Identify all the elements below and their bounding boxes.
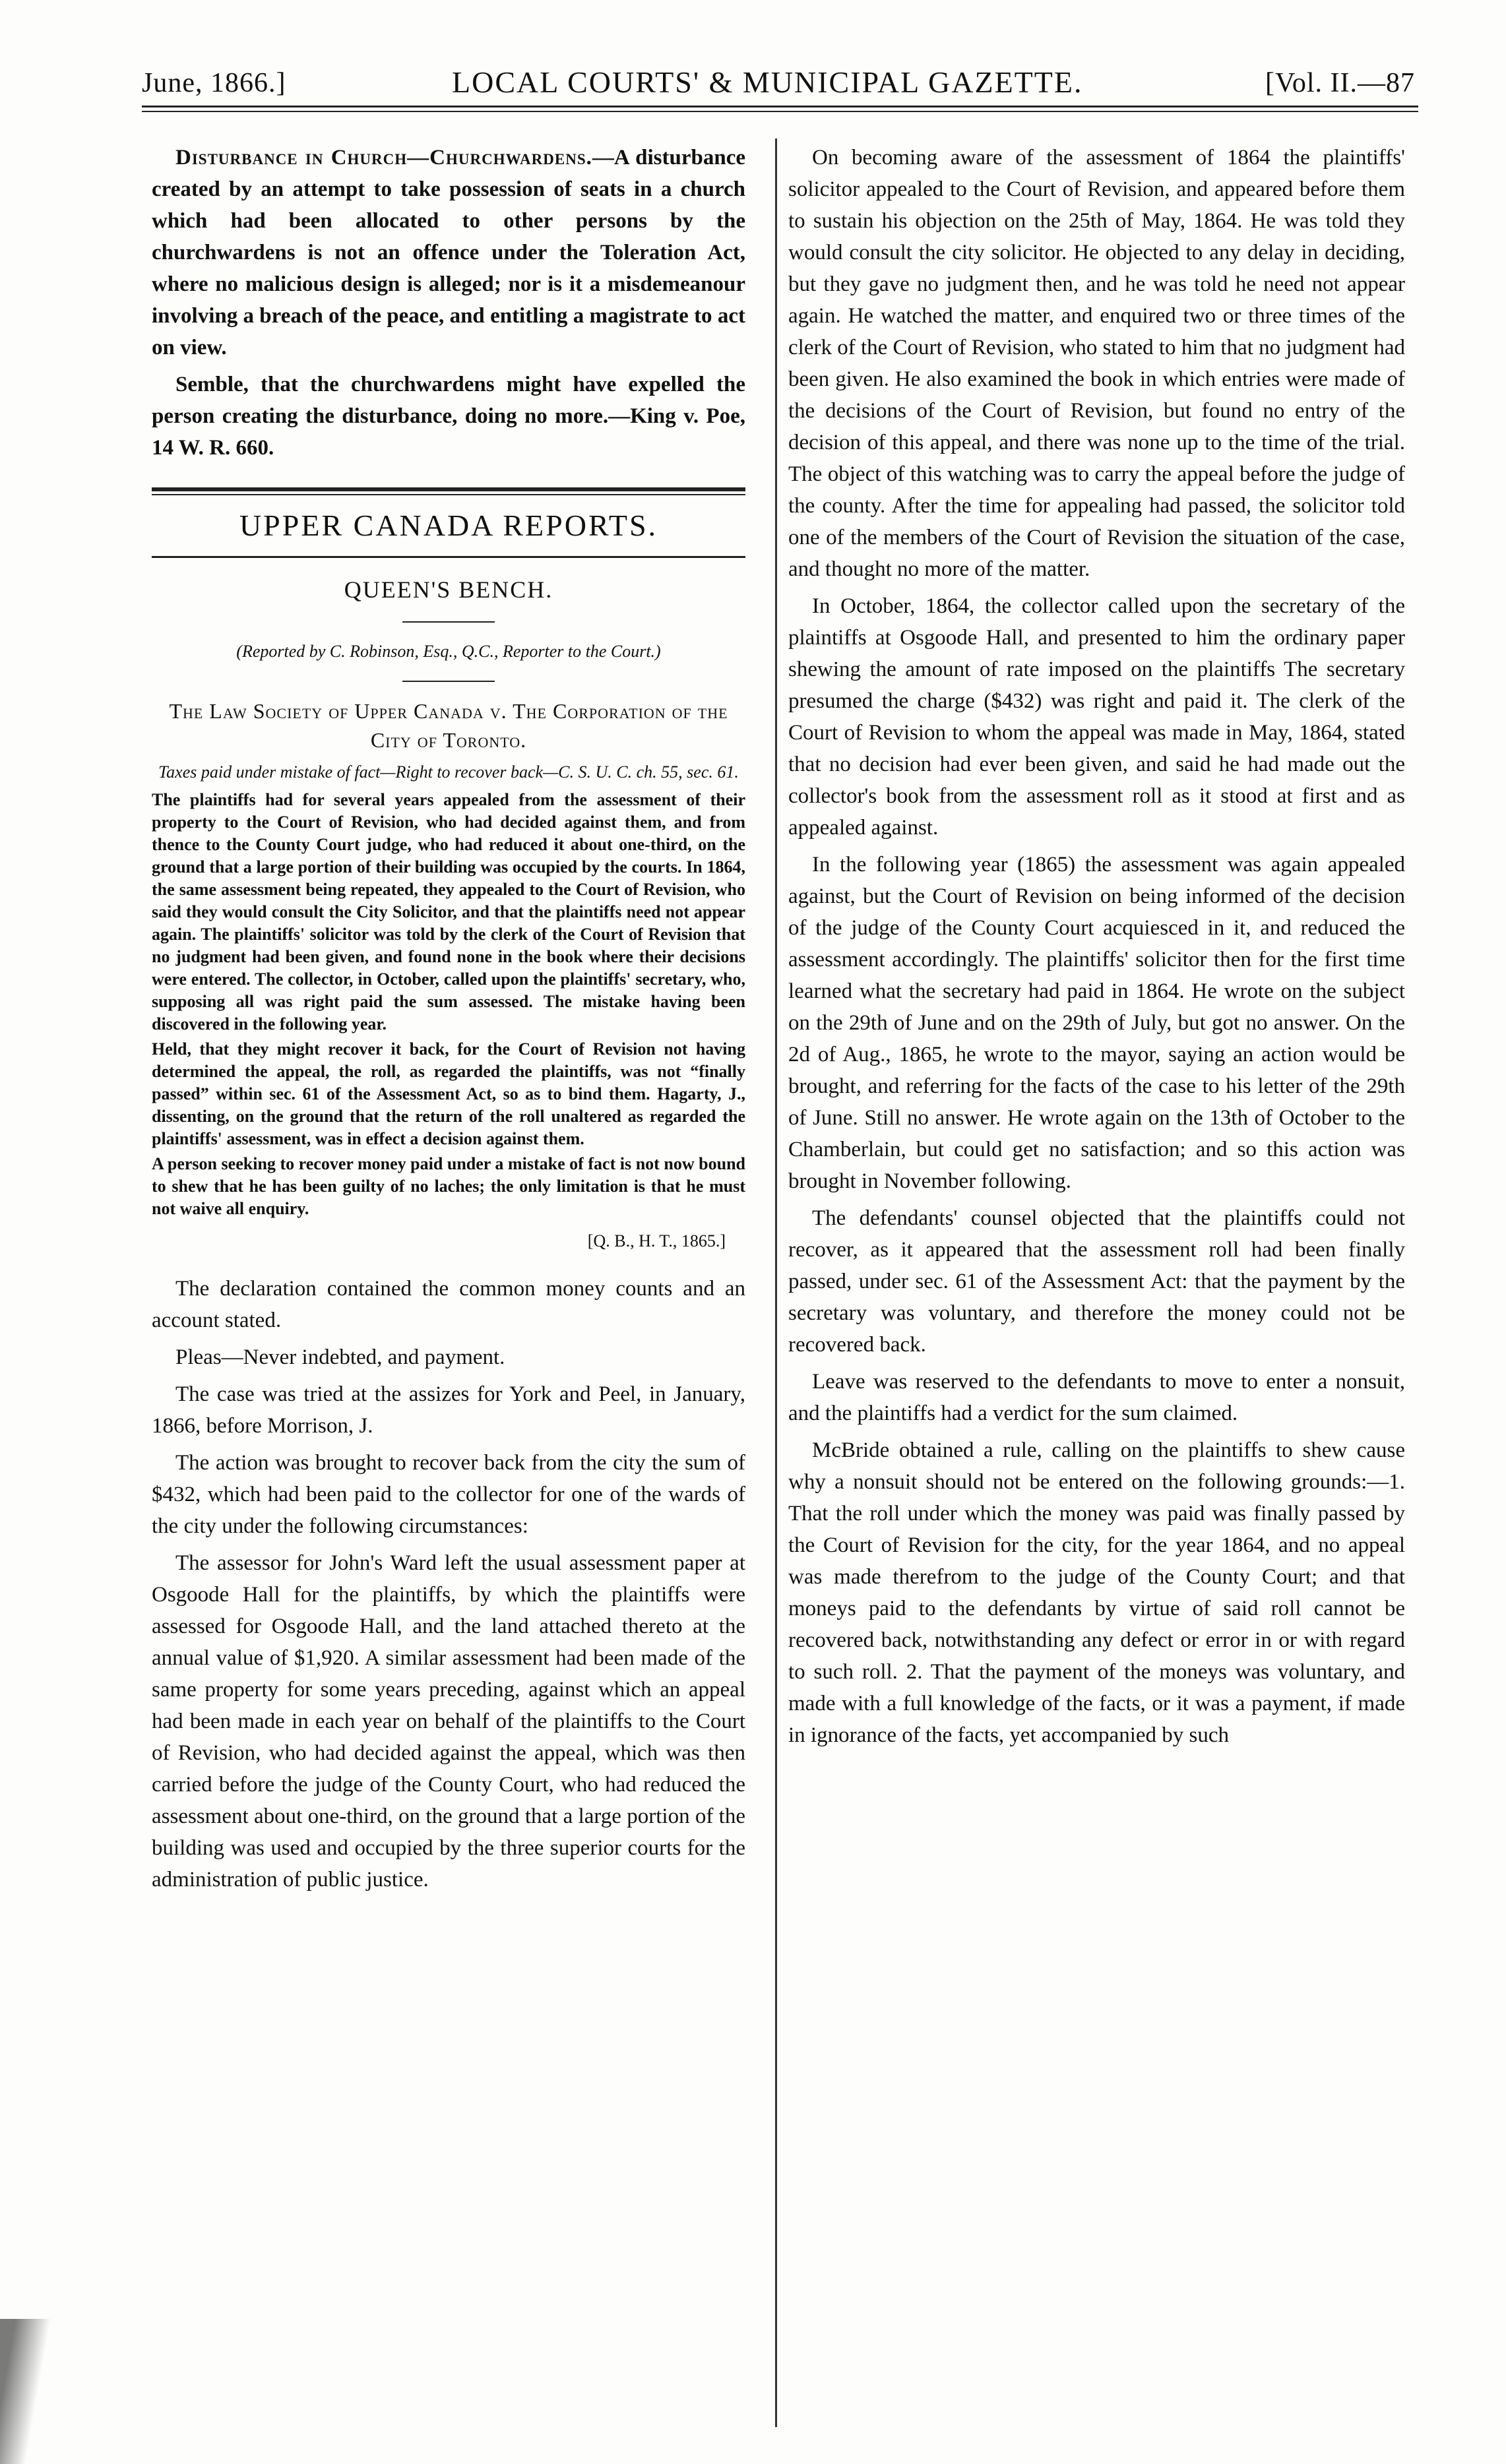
disturbance-note xyxy=(152,142,745,363)
short-rule-2 xyxy=(402,681,495,682)
heading-rule xyxy=(152,556,745,558)
headnote-held: Held, that they might recover it back, for the Court of Revision not having determined the appeal, the roll, as regarded the plaintiffs, was not “finally passed” within sec. 61 of the Assessment Act, so as to bind them. Hagarty, J., dissenting, on the ground that the return of the roll unaltered as regarded the plaintiffs' assessment, was in effect a decision against them. xyxy=(152,1039,745,1148)
right-column xyxy=(788,142,1405,1756)
case-citation: [Q. B., H. T., 1865.] xyxy=(587,1231,726,1250)
disturbance-title: Disturbance in Church—Churchwardens. xyxy=(175,146,592,169)
semble-note: Semble, that the churchwardens might have expelled the person creating the disturbance, doing no more.—King v. Poe, 14 W. R. 660. xyxy=(152,373,745,460)
reporter-line: (Reported by C. Robinson, Esq., Q.C., Reporter to the Court.) xyxy=(236,642,661,661)
paragraph: Pleas—Never indebted, and payment. xyxy=(175,1345,505,1369)
court-heading: QUEEN'S BENCH. xyxy=(344,576,553,603)
short-rule xyxy=(402,621,495,623)
paragraph: The declaration contained the common money counts and an account stated. xyxy=(152,1277,745,1332)
paragraph: McBride obtained a rule, calling on the plaintiffs to shew cause why a nonsuit should not be entered on the following grounds:—1. That the roll under which the money was paid was finally passed by the Court of Revision for the city, for the year 1864, and no appeal was made therefrom to the judge of the County Court; and that moneys paid to the defendants by virtue of said roll cannot be recovered back, notwithstanding any defect or error in or with regard to such roll. 2. That the payment of the moneys was voluntary, and made with a full knowledge of the facts, or it was a payment, if made in ignorance of the facts, yet accompanied by such xyxy=(788,1438,1405,1747)
taxes-note: Taxes paid under mistake of fact—Right to recover back—C. S. U. C. ch. 55, sec. 61. xyxy=(158,762,739,782)
reports-heading: UPPER CANADA REPORTS. xyxy=(239,508,658,542)
section-rule xyxy=(152,487,745,495)
paragraph: The defendants' counsel objected that the plaintiffs could not recover, as it appeared that the assessment roll had been finally passed, under sec. 61 of the Assessment Act: that the payment by the secretary was voluntary, and therefore the money could not be recovered back. xyxy=(788,1206,1405,1357)
paragraph: In the following year (1865) the assessment was again appealed against, but the Court of Revision on being informed of the decision of the judge of the County Court acquiesced in it, and reduced the assessment accordingly. The plaintiffs' solicitor then for the first time learned what the secretary had paid in 1864. He wrote on the subject on the 29th of June and on the 29th of July, but got no answer. On the 2d of Aug., 1865, he wrote to the mayor, saying an action would be brought, and referring for the facts of the case to his letter of the 29th of June. Still no answer. He wrote again on the 13th of October to the Chamberlain, but could get no satisfaction; and so this action was brought in November following. xyxy=(788,853,1405,1193)
page-header xyxy=(142,47,1415,100)
paragraph: The action was brought to recover back from the city the sum of $432, which had been paid to the collector for one of the wards of the city under the following circumstances: xyxy=(152,1451,745,1538)
column-divider xyxy=(775,139,777,2427)
header-rule xyxy=(142,106,1418,112)
paragraph: In October, 1864, the collector called upon the secretary of the plaintiffs at Osgoode Hall, and presented to him the ordinary paper shewing the amount of rate imposed on the plaintiffs The secretary presumed the charge ($432) was right and paid it. The clerk of the Court of Revision to whom the appeal was made in May, 1864, stated that no decision had ever been given, and said he had made out the collector's book from the assessment roll as it stood at first and as appealed against. xyxy=(788,594,1405,840)
header-date: June, 1866.] xyxy=(142,68,286,98)
paragraph: On becoming aware of the assessment of 1864 the plaintiffs' solicitor appealed to the Court of Revision, and appeared before them to sustain his objection on the 25th of May, 1864. He was told they would consult the city solicitor. He objected to any delay in deciding, but they gave no judgment then, and he was told he need not appear again. He watched the matter, and enquired two or three times of the clerk of the Court of Revision, who stated to him that no judgment had been given. He also examined the book in which entries were made of the decisions of the Court of Revision, but found no entry of the decision of this appeal, and there was none up to the time of the trial. The object of this watching was to carry the appeal before the judge of the county. After the time for appealing had passed, the solicitor told one of the members of the Court of Revision the situation of the case, and thought no more of the matter. xyxy=(788,146,1405,581)
left-column xyxy=(152,142,745,1901)
headnote-facts: The plaintiffs had for several years appealed from the assessment of their property to the Court of Revision, who had decided against them, and from thence to the County Court judge, who had reduced it about one-third, on the ground that a large portion of their building was occupied by the courts. In 1864, the same assessment being repeated, they appealed to the Court of Revision, who said they would consult the City Solicitor, and that the plaintiffs need not appear again. The plaintiffs' solicitor was told by the clerk of the Court of Revision that no judgment had been given, and found none in the book where their decisions were entered. The collector, in October, called upon the plaintiffs' secretary, who, supposing all was right paid the sum assessed. The mistake having been discovered in the following year. xyxy=(152,790,745,1033)
case-title: The Law Society of Upper Canada v. The Corporation of the City of Toronto. xyxy=(169,699,728,752)
header-volume: [Vol. II.—87 xyxy=(1265,68,1415,98)
paragraph: Leave was reserved to the defendants to move to enter a nonsuit, and the plaintiffs had a verdict for the sum claimed. xyxy=(788,1370,1405,1425)
paragraph: The assessor for John's Ward left the usual assessment paper at Osgoode Hall for the plaintiffs, by which the plaintiffs were assessed for Osgoode Hall, and the land attached thereto at the annual value of $1,920. A similar assessment had been made of the same property for some years preceding, against which an appeal had been made in each year on behalf of the plaintiffs to the Court of Revision, who had decided against the appeal, which was then carried before the judge of the County Court, who had reduced the assessment about one-third, on the ground that a large portion of the building was used and occupied by the three superior courts for the administration of public justice. xyxy=(152,1551,745,1892)
disturbance-body: —A disturbance created by an attempt to take possession of seats in a church which had been allocated to other persons by the churchwardens is not an offence under the Toleration Act, where no malicious design is alleged; nor is it a misdemeanour involving a breach of the peace, and entitling a magistrate to act on view. xyxy=(152,146,745,359)
paragraph: The case was tried at the assizes for York and Peel, in January, 1866, before Morrison, J. xyxy=(152,1382,745,1438)
scan-edge-shadow xyxy=(0,2319,59,2464)
headnote-mistake: A person seeking to recover money paid under a mistake of fact is not now bound to shew that he has been guilty of no laches; the only limitation is that he must not waive all enquiry. xyxy=(152,1154,745,1218)
header-title: LOCAL COURTS' & MUNICIPAL GAZETTE. xyxy=(452,65,1083,99)
